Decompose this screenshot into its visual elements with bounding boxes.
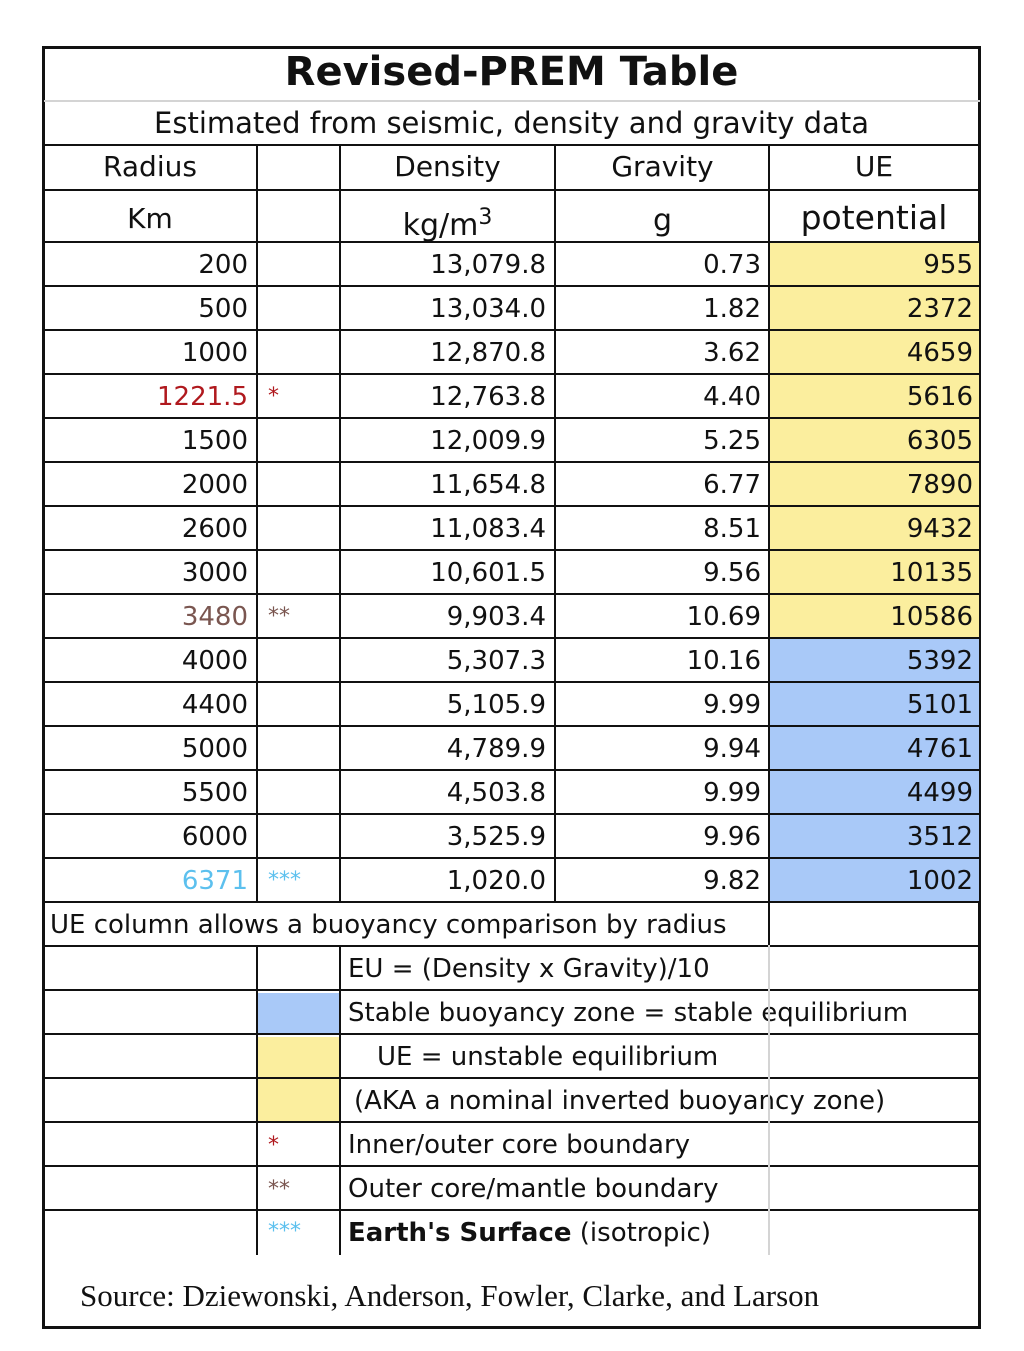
legend-stable-text: Stable buoyancy zone = stable equilibrium — [348, 998, 909, 1028]
legend-divider — [44, 1121, 980, 1123]
row-divider — [44, 901, 980, 903]
row-divider — [44, 681, 980, 683]
ue-cell: 5392 — [906, 646, 973, 676]
gravity-cell: 9.82 — [703, 866, 761, 896]
header-gravity: Gravity — [611, 150, 714, 183]
density-unit-exponent: 3 — [478, 205, 493, 230]
ue-cell: 2372 — [906, 294, 973, 324]
gravity-cell: 8.51 — [703, 514, 761, 544]
radius-cell: 5000 — [181, 734, 248, 764]
gravity-cell: 4.40 — [703, 382, 761, 412]
ue-cell: 5101 — [906, 690, 973, 720]
row-divider — [44, 241, 980, 243]
gravity-cell: 9.94 — [703, 734, 761, 764]
legend-unstable-text: UE = unstable equilibrium — [377, 1042, 719, 1072]
radius-cell: 2600 — [181, 514, 248, 544]
row-divider — [44, 857, 980, 859]
boundary-marker: *** — [268, 868, 301, 893]
radius-cell: 4000 — [181, 646, 248, 676]
legend-col-divider-3 — [768, 945, 770, 1255]
density-cell: 13,079.8 — [430, 250, 546, 280]
header-radius: Radius — [103, 150, 197, 183]
density-cell: 11,654.8 — [430, 470, 546, 500]
header-gravity-unit: g — [652, 203, 673, 238]
row-divider — [44, 769, 980, 771]
density-cell: 5,307.3 — [446, 646, 546, 676]
boundary-marker: * — [268, 384, 279, 409]
radius-cell: 4400 — [181, 690, 248, 720]
row-divider — [44, 505, 980, 507]
gravity-cell: 0.73 — [703, 250, 761, 280]
legend-inverted-text: (AKA a nominal inverted buoyancy zone) — [354, 1086, 886, 1116]
gravity-cell: 10.16 — [686, 646, 761, 676]
gravity-cell: 9.56 — [703, 558, 761, 588]
radius-cell: 3480 — [181, 602, 248, 632]
density-cell: 10,601.5 — [430, 558, 546, 588]
row-divider — [44, 373, 980, 375]
density-cell: 11,083.4 — [430, 514, 546, 544]
header-ue: UE — [854, 150, 894, 183]
legend-star2-mark: ** — [268, 1177, 290, 1202]
ue-cell: 1002 — [906, 866, 973, 896]
radius-cell: 1000 — [181, 338, 248, 368]
density-cell: 12,870.8 — [430, 338, 546, 368]
legend-stable-swatch — [258, 993, 340, 1034]
header-ue-unit: potential — [800, 198, 948, 237]
legend-star1-mark: * — [268, 1133, 279, 1158]
ue-cell: 6305 — [906, 426, 973, 456]
density-cell: 12,763.8 — [430, 382, 546, 412]
ue-note: UE column allows a buoyancy comparison by radius — [50, 910, 727, 940]
gravity-cell: 1.82 — [703, 294, 761, 324]
row-divider — [44, 329, 980, 331]
legend-star3-mark: *** — [268, 1219, 301, 1244]
radius-cell: 200 — [198, 250, 248, 280]
density-cell: 3,525.9 — [446, 822, 546, 852]
row-divider — [44, 417, 980, 419]
col-divider-1 — [256, 145, 258, 901]
row-divider — [44, 285, 980, 287]
ue-cell: 3512 — [906, 822, 973, 852]
gravity-cell: 9.99 — [703, 778, 761, 808]
ue-cell: 955 — [923, 250, 973, 280]
density-cell: 4,503.8 — [446, 778, 546, 808]
header-density: Density — [394, 150, 501, 183]
density-cell: 12,009.9 — [430, 426, 546, 456]
density-unit-label: kg/m — [402, 208, 479, 243]
legend-col-divider-2 — [339, 945, 341, 1255]
ue-cell: 5616 — [906, 382, 973, 412]
gravity-cell: 5.25 — [703, 426, 761, 456]
density-cell: 1,020.0 — [446, 866, 546, 896]
gravity-cell: 9.99 — [703, 690, 761, 720]
legend-divider — [44, 1033, 980, 1035]
density-cell: 5,105.9 — [446, 690, 546, 720]
ue-cell: 10135 — [890, 558, 973, 588]
legend-divider — [44, 1209, 980, 1211]
legend-star2-text: Outer core/mantle boundary — [348, 1174, 719, 1204]
gravity-cell: 3.62 — [703, 338, 761, 368]
header-radius-unit: Km — [127, 202, 173, 235]
gravity-cell: 9.96 — [703, 822, 761, 852]
ue-cell: 4659 — [906, 338, 973, 368]
ue-cell: 10586 — [890, 602, 973, 632]
col-divider-3 — [554, 145, 556, 901]
row-divider — [44, 813, 980, 815]
ue-cell: 9432 — [906, 514, 973, 544]
header-divider — [44, 189, 980, 191]
title-divider — [44, 100, 980, 102]
legend-col-divider-1 — [256, 945, 258, 1255]
radius-cell: 1221.5 — [157, 382, 248, 412]
radius-cell: 3000 — [181, 558, 248, 588]
col-divider-4 — [768, 145, 770, 945]
radius-cell: 500 — [198, 294, 248, 324]
row-divider — [44, 637, 980, 639]
radius-cell: 6371 — [181, 866, 248, 896]
gravity-cell: 6.77 — [703, 470, 761, 500]
legend-unstable-swatch — [258, 1037, 340, 1121]
ue-cell: 7890 — [906, 470, 973, 500]
row-divider — [44, 461, 980, 463]
density-cell: 9,903.4 — [446, 602, 546, 632]
radius-cell: 6000 — [181, 822, 248, 852]
legend-star3-text — [348, 1211, 948, 1255]
ue-cell: 4499 — [906, 778, 973, 808]
subtitle-divider — [44, 144, 980, 146]
col-divider-2 — [339, 145, 341, 901]
density-cell: 4,789.9 — [446, 734, 546, 764]
legend-divider — [44, 989, 980, 991]
radius-cell: 1500 — [181, 426, 248, 456]
density-cell: 13,034.0 — [430, 294, 546, 324]
gravity-cell: 10.69 — [686, 602, 761, 632]
row-divider — [44, 549, 980, 551]
row-divider — [44, 725, 980, 727]
table-subtitle: Estimated from seismic, density and gravity data — [154, 106, 869, 140]
legend-star3-rest: (isotropic) — [571, 1218, 711, 1248]
legend-divider — [44, 1077, 980, 1079]
radius-cell: 5500 — [181, 778, 248, 808]
legend-star3-bold: Earth's Surface — [348, 1218, 572, 1248]
row-divider — [44, 593, 980, 595]
legend-star1-text: Inner/outer core boundary — [348, 1130, 691, 1160]
ue-cell: 4761 — [906, 734, 973, 764]
radius-cell: 2000 — [181, 470, 248, 500]
legend-divider — [44, 945, 980, 947]
page-title: Revised-PREM Table — [284, 49, 739, 95]
source-citation: Source: Dziewonski, Anderson, Fowler, Clarke, and Larson — [80, 1278, 820, 1313]
legend-formula: EU = (Density x Gravity)/10 — [348, 954, 710, 984]
boundary-marker: ** — [268, 604, 290, 629]
legend-divider — [44, 1165, 980, 1167]
